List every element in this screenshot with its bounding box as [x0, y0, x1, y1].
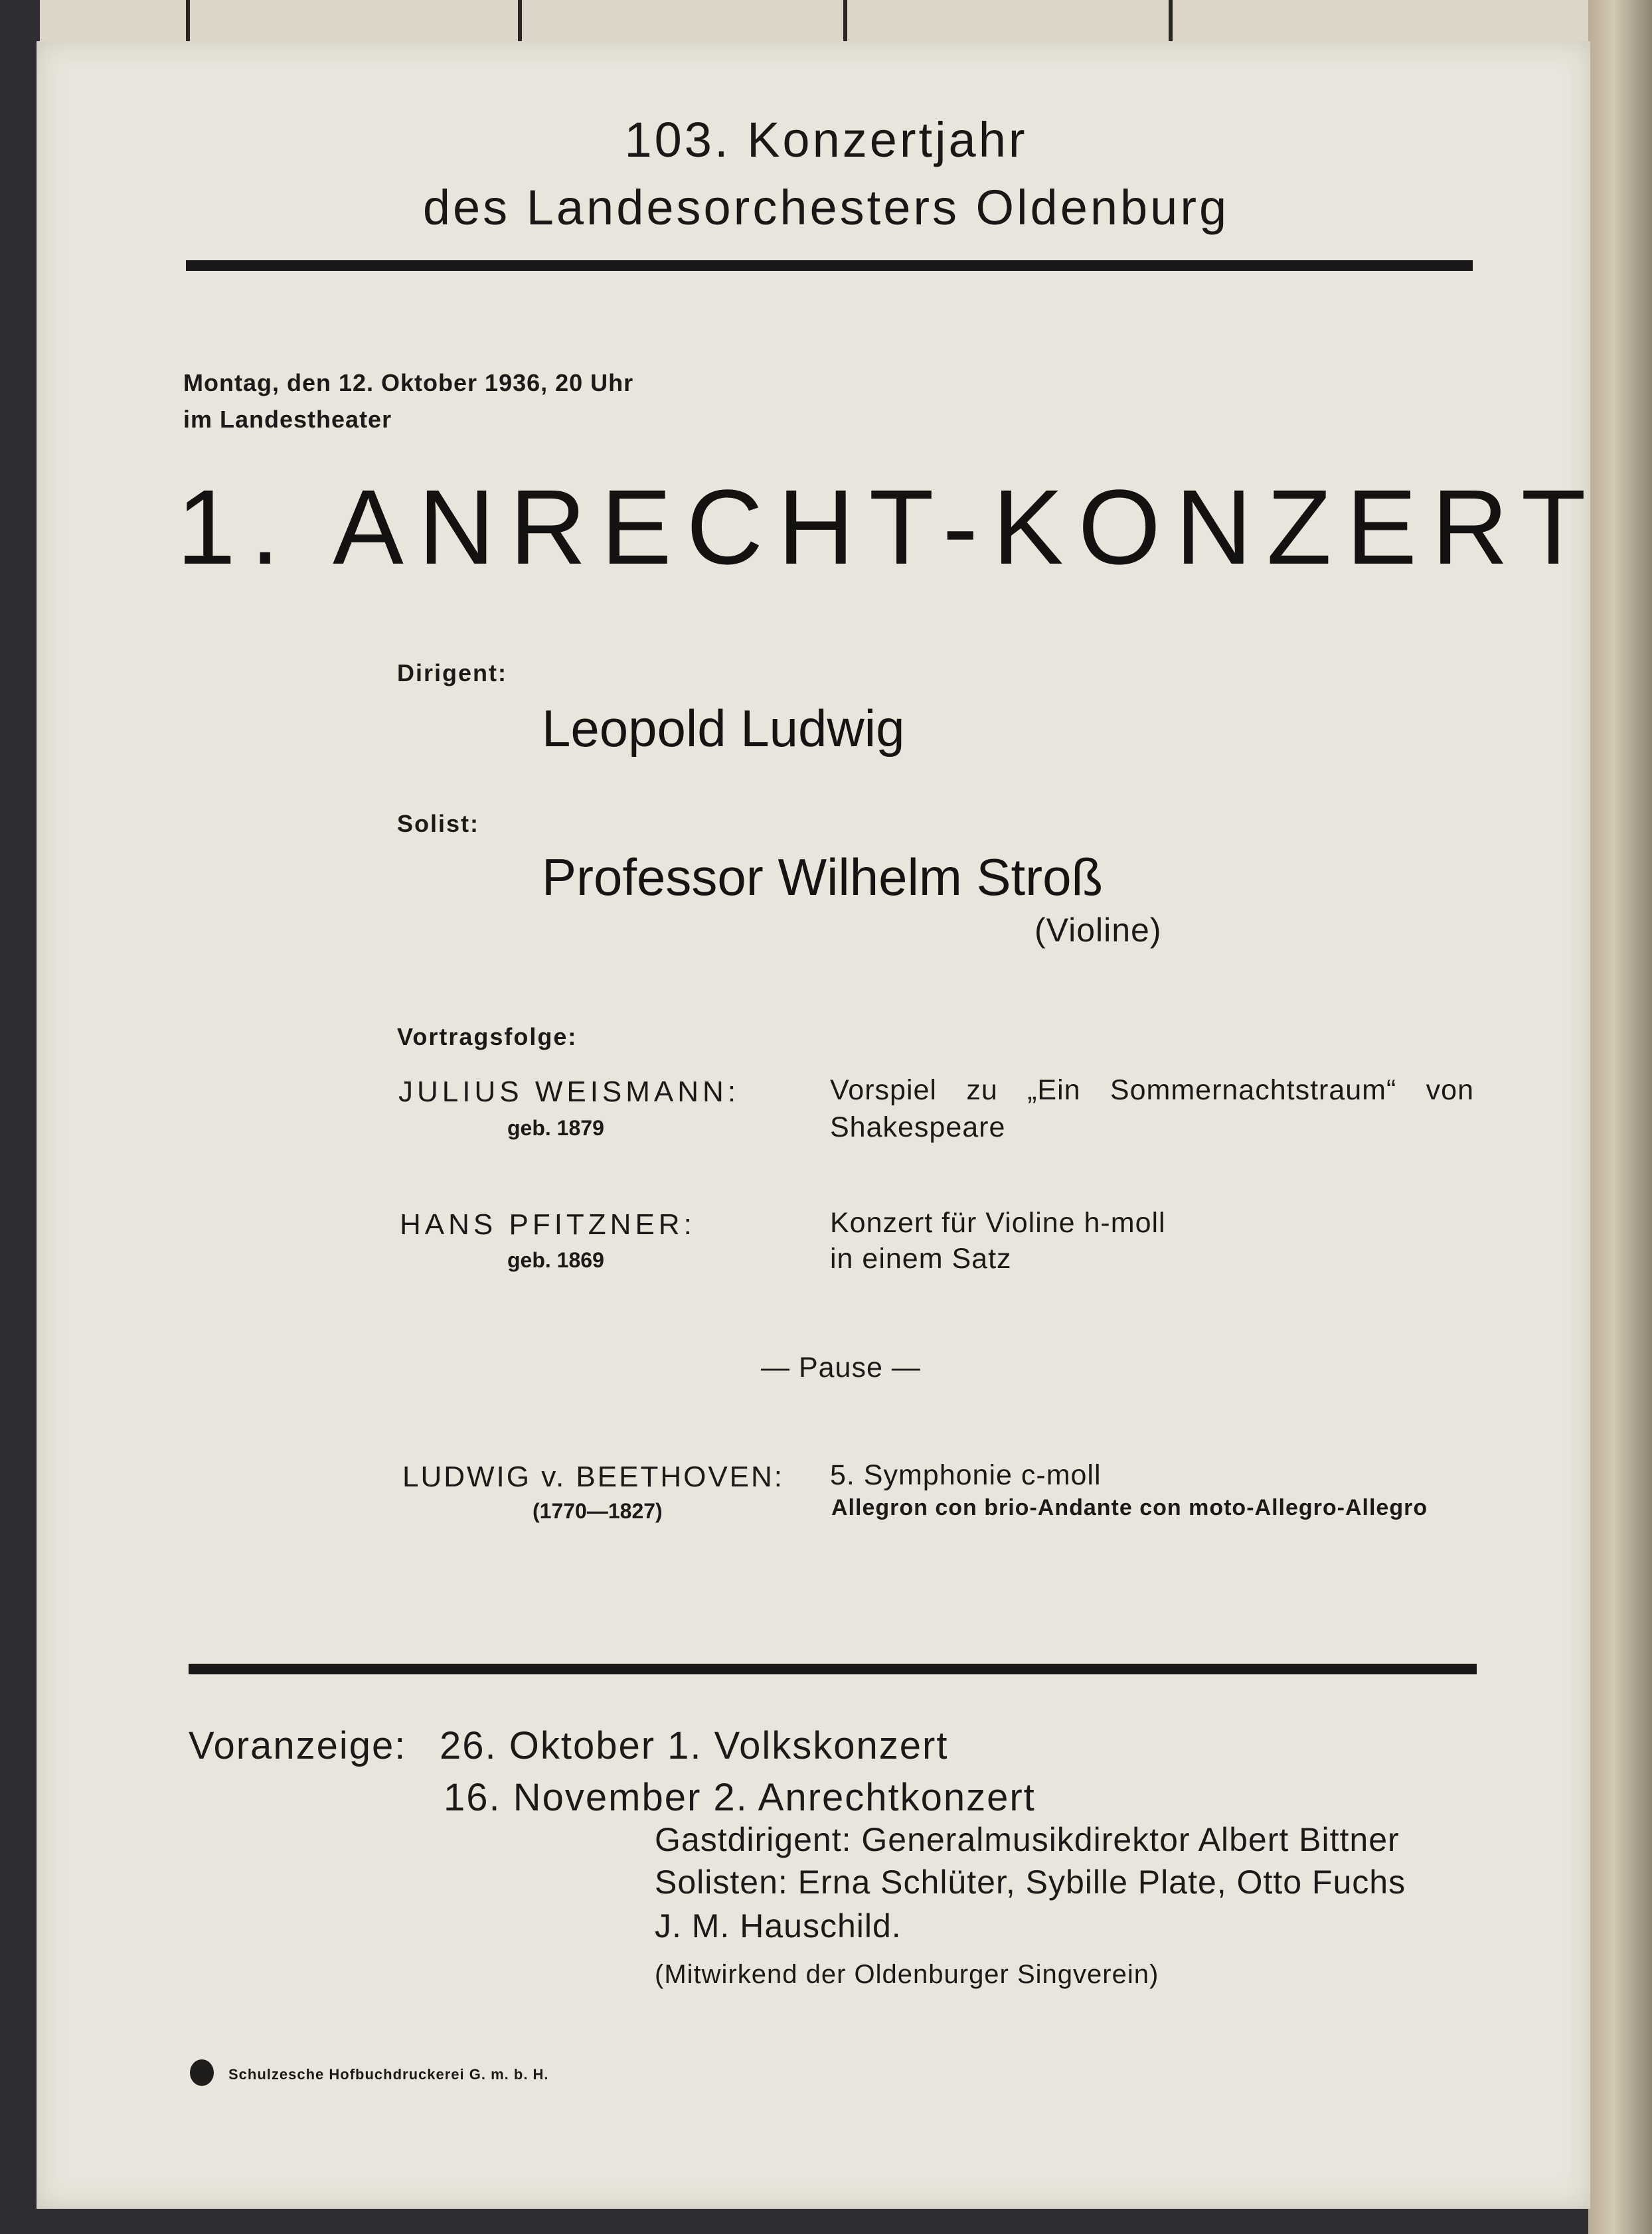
composer-name: JULIUS WEISMANN:: [398, 1076, 740, 1108]
composer-name: HANS PFITZNER:: [400, 1208, 696, 1241]
composer-name: LUDWIG v. BEETHOVEN:: [402, 1461, 785, 1493]
page-column-rule: [1169, 0, 1173, 41]
header-line-1: 103. Konzertjahr: [624, 112, 1028, 167]
preview-line-6: (Mitwirkend der Oldenburger Singverein): [655, 1960, 1159, 1989]
work-subtitle: Shakespeare: [830, 1111, 1006, 1143]
soloist-instrument: (Violine): [1034, 912, 1162, 949]
program-label: Vortragsfolge:: [397, 1023, 578, 1050]
printer-imprint: Schulzesche Hofbuchdruckerei G. m. b. H.: [228, 2066, 549, 2083]
soloist-label: Solist:: [397, 810, 480, 837]
conductor-name: Leopold Ludwig: [542, 699, 905, 758]
intermission: — Pause —: [761, 1352, 921, 1384]
work-movements: Allegron con brio-Andante con moto-Allegro-Allegro: [831, 1495, 1428, 1520]
composer-dates: geb. 1869: [507, 1248, 604, 1272]
page-column-rule: [843, 0, 847, 41]
event-date: Montag, den 12. Oktober 1936, 20 Uhr: [183, 369, 634, 396]
conductor-label: Dirigent:: [397, 659, 507, 686]
preview-line-1: 26. Oktober 1. Volkskonzert: [440, 1724, 949, 1767]
event-venue: im Landestheater: [183, 406, 392, 433]
preview-line-5: J. M. Hauschild.: [655, 1907, 902, 1945]
preview-line-2: 16. November 2. Anrechtkonzert: [444, 1776, 1036, 1819]
concert-title: 1. ANRECHT-KONZERT: [177, 467, 1601, 586]
preview-line-4: Solisten: Erna Schlüter, Sybille Plate, Otto Fuchs: [655, 1864, 1406, 1901]
page-column-rule: [186, 0, 190, 41]
booklet-right-edge: [1588, 0, 1652, 2234]
previous-page-edge: [40, 0, 1594, 43]
composer-dates: (1770—1827): [533, 1499, 663, 1523]
work-title: 5. Symphonie c-moll: [830, 1459, 1102, 1491]
composer-dates: geb. 1879: [507, 1116, 604, 1140]
preview-line-3: Gastdirigent: Generalmusikdirektor Albert Bittner: [655, 1821, 1400, 1858]
header-line-2: des Landesorchesters Oldenburg: [422, 180, 1230, 235]
work-title: Konzert für Violine h-moll: [830, 1207, 1166, 1239]
work-title: Vorspiel zu „Ein Sommernachtstraum“ von: [830, 1074, 1474, 1106]
page-column-rule: [518, 0, 522, 41]
soloist-name: Professor Wilhelm Stroß: [542, 848, 1104, 906]
footer-rule: [189, 1664, 1477, 1674]
preview-label: Voranzeige:: [189, 1724, 407, 1767]
printer-logo-icon: [190, 2059, 214, 2086]
header-rule: [186, 260, 1473, 271]
work-subtitle: in einem Satz: [830, 1243, 1012, 1275]
